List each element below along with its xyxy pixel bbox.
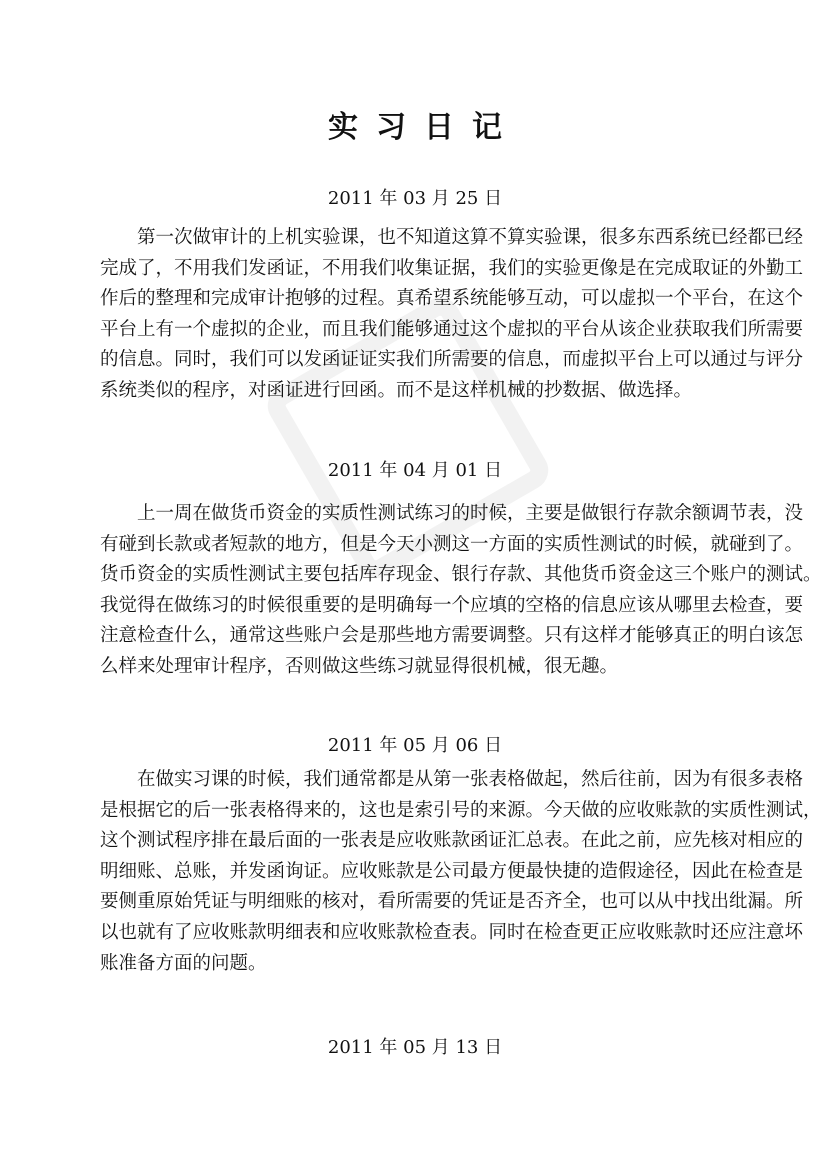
text-line: 上一周在做货币资金的实质性测试练习的时候，主要是做银行存款余额调节表，没 <box>137 503 804 524</box>
text-line: 有碰到长款或者短款的地方，但是今天小测这一方面的实质性测试的时候，就碰到了。 <box>100 533 804 555</box>
text-line: 么样来处理审计程序，否则做这些练习就显得很机械，很无趣。 <box>100 655 619 677</box>
text-line: 平台上有一个虚拟的企业，而且我们能够通过这个虚拟的平台从该企业获取我们所需要 <box>100 318 804 340</box>
text-line: 要侧重原始凭证与明细账的核对，看所需要的凭证是否齐全，也可以从中找出纰漏。所 <box>100 891 804 913</box>
entry-date: 2011 年 03 月 25 日 <box>327 188 503 209</box>
entry-date: 2011 年 05 月 13 日 <box>327 1037 503 1058</box>
text-line: 作后的整理和完成审计抱够的过程。真希望系统能够互动，可以虚拟一个平台，在这个 <box>100 288 804 310</box>
text-line: 是根据它的后一张表格得来的，这也是索引号的来源。今天做的应收账款的实质性测试， <box>100 799 822 821</box>
text-line: 第一次做审计的上机实验课，也不知道这算不算实验课，很多东西系统已经都已经 <box>137 227 804 248</box>
text-line: 系统类似的程序，对函证进行回函。而不是这样机械的抄数据、做选择。 <box>100 379 693 401</box>
text-line: 货币资金的实质性测试主要包括库存现金、银行存款、其他货币资金这三个账户的测试。 <box>100 564 822 586</box>
text-line: 账准备方面的问题。 <box>100 952 267 974</box>
text-line: 以也就有了应收账款明细表和应收账款检查表。同时在检查更正应收账款时还应注意坏 <box>100 921 804 943</box>
entry-date: 2011 年 05 月 06 日 <box>327 735 503 756</box>
text-line: 明细账、总账，并发函询证。应收账款是公司最方便最快捷的造假途径，因此在检查是 <box>100 860 804 882</box>
text-line: 注意检查什么，通常这些账户会是那些地方需要调整。只有这样才能够真正的明白该怎 <box>100 625 804 647</box>
entry-paragraph <box>100 765 822 979</box>
text-line: 的信息。同时，我们可以发函证证实我们所需要的信息，而虚拟平台上可以通过与评分 <box>100 349 804 371</box>
page-title: 实习日记 <box>328 110 520 145</box>
text-line: 在做实习课的时候，我们通常都是从第一张表格做起，然后往前，因为有很多表格 <box>137 769 804 790</box>
entry-paragraph <box>100 223 804 407</box>
text-line: 完成了，不用我们发函证，不用我们收集证据，我们的实验更像是在完成取证的外勤工 <box>100 257 804 279</box>
entry-paragraph <box>100 499 822 683</box>
text-line: 这个测试程序排在最后面的一张表是应收账款函证汇总表。在此之前，应先核对相应的 <box>100 830 804 852</box>
entry-date: 2011 年 04 月 01 日 <box>327 460 503 481</box>
text-line: 我觉得在做练习的时候很重要的是明确每一个应填的空格的信息应该从哪里去检查，要 <box>100 594 804 616</box>
